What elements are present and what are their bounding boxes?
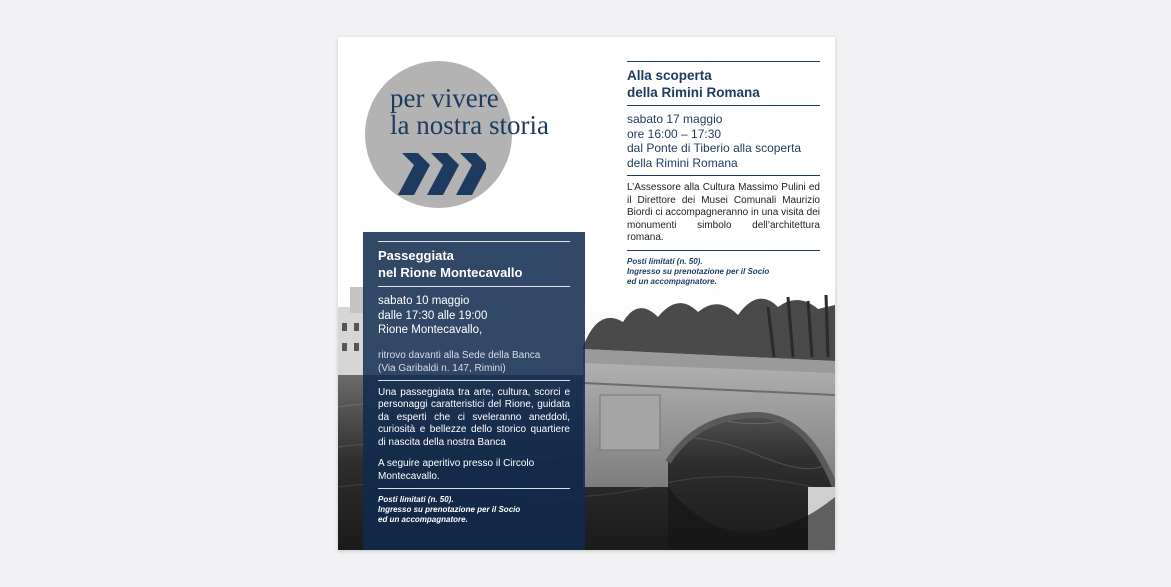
event-note-line-2: Ingresso su prenotazione per il Socio (378, 505, 521, 514)
event-date: sabato 10 maggio (378, 295, 470, 307)
event-title-line-2: della Rimini Romana (627, 85, 760, 100)
event-note-line-1: Posti limitati (n. 50). (627, 256, 703, 266)
divider (627, 61, 820, 62)
event-time: ore 16:00 – 17:30 (627, 126, 722, 141)
event-note-line-3: ed un accompagnatore. (627, 276, 717, 286)
event-title-line-1: Passeggiata (378, 248, 454, 263)
event-title (378, 247, 570, 281)
event-title-line-1: Alla scoperta (627, 68, 712, 83)
event-when-where (378, 294, 570, 338)
meeting-line-1: ritrovo davanti alla Sede della Banca (378, 349, 541, 361)
tagline-line-2: la nostra storia (390, 110, 549, 140)
divider (627, 105, 820, 106)
event-place-line-1: dal Ponte di Tiberio alla scoperta (627, 141, 802, 155)
event-when-where (627, 112, 820, 170)
event-description: L’Assessore alla Cultura Massimo Pulini ed il Direttore dei Musei Comunali Maurizio Biordi ci accompagneranno in una visita dei monumenti simbolo dell’architettura romana. (627, 182, 820, 243)
event-note (378, 495, 570, 525)
tagline-line-1: per vivere (390, 83, 499, 113)
event-title (627, 67, 820, 101)
event-description: Una passeggiata tra arte, cultura, scorci e personaggi caratteristici del Rione, guidata da esperti che ci sveleranno aneddoti, curiosità e bellezze dello storico quartiere di nascita della nostra Banca (378, 386, 570, 448)
event-aperitivo: A seguire aperitivo presso il Circolo Montecavallo. (378, 458, 535, 482)
triple-chevron-right-icon (396, 153, 486, 195)
event-place: Rione Montecavallo, (378, 324, 483, 336)
event-title-line-2: nel Rione Montecavallo (378, 265, 523, 280)
divider (378, 488, 570, 489)
divider (627, 175, 820, 176)
tagline (390, 85, 549, 139)
event-time: dalle 17:30 alle 19:00 (378, 309, 488, 322)
divider (378, 380, 570, 381)
event-meeting-point (378, 349, 570, 375)
divider (627, 250, 820, 251)
event-flyer (338, 37, 835, 550)
event-note-line-1: Posti limitati (n. 50). (378, 495, 454, 504)
divider (378, 241, 570, 242)
divider (378, 286, 570, 287)
event-rimini-romana (627, 61, 820, 287)
event-note-line-3: ed un accompagnatore. (378, 515, 468, 524)
event-rione-montecavallo (363, 232, 585, 550)
event-note (627, 257, 820, 287)
meeting-line-2: (Via Garibaldi n. 147, Rimini) (378, 362, 506, 374)
event-place-line-2: della Rimini Romana (627, 155, 738, 170)
event-note-line-2: Ingresso su prenotazione per il Socio (627, 266, 770, 276)
event-date: sabato 17 maggio (627, 112, 723, 126)
